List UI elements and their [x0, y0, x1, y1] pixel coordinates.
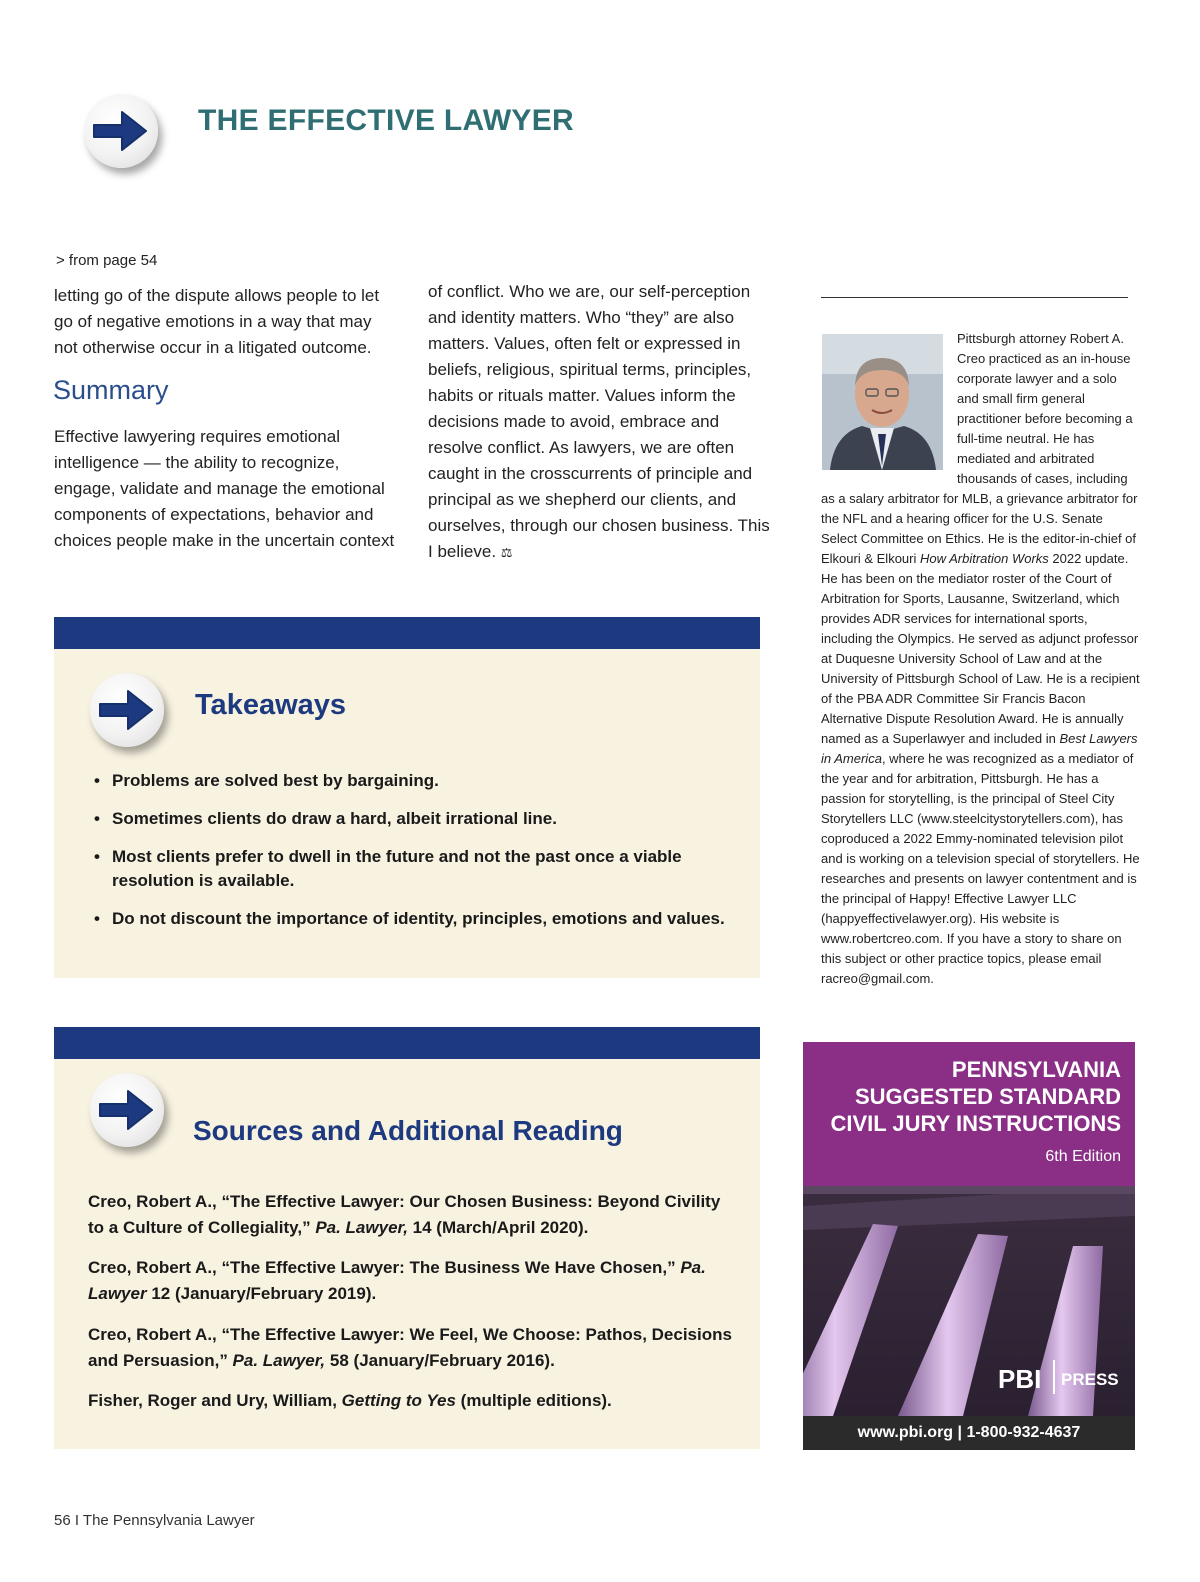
source-item: [88, 1322, 738, 1374]
header-arrow-badge: [84, 94, 158, 168]
summary-text: Effective lawyering requires emotional intelligence — the ability to recognize, engage, validate and manage the emotional components of expectations, behavior and choices people make in the uncertain context: [54, 427, 395, 550]
ad-contact[interactable]: www.pbi.org | 1-800-932-4637: [803, 1416, 1135, 1450]
source-journal: Pa. Lawyer: [88, 1258, 706, 1303]
takeaways-box: [54, 617, 760, 978]
logo-separator: [1053, 1360, 1055, 1394]
source-book: Getting to Yes: [341, 1391, 456, 1410]
article-col2-body: of conflict. Who we are, our self-perception and identity matters. Who “they” are also matters. Values, often felt or expressed in beliefs, religious, spiritual terms, principles, habits or rituals matter. Values inform the decisions made to avoid, embrace and resolve conflict. As lawyers, we are often caught in the crosscurrents of principle and principal as we shepherd our clients, and ourselves, through our chosen business. This I believe.: [428, 282, 770, 561]
bio-part-1: as a salary arbitrator for MLB, a grievance arbitrator for the NFL and a hearing officer for the U.S. Senate Select Committee on Ethics. He is the editor-in-chief of Elkouri & Elkouri: [821, 491, 1138, 566]
bio-intro-text: Pittsburgh attorney Robert A. Creo practiced as an in-house corporate lawyer and a solo and small firm general practitioner before becoming a full-time neutral. He has mediated and arbitrated thousands of cases, including: [957, 331, 1133, 486]
takeaways-list: [94, 769, 734, 945]
bio-part-3: , where he was recognized as a mediator of the year and for arbitration, Pittsburgh. He has a passion for storytelling, is the principal of Steel City Storytellers LLC (www.steelcitystorytellers.com), has coproduced a 2022 Emmy-nominated television pilot and is working on a television special of storytellers. He researches and presents on lawyer contentment and is the principal of Happy! Effective Lawyer LLC (happyeffectivelawyer.org). His website is www.robertcreo.com. If you have a story to share on this subject or other practice topics, please email racreo@gmail.com.: [821, 751, 1140, 986]
takeaways-title: Takeaways: [195, 689, 347, 721]
source-journal: Pa. Lawyer,: [232, 1351, 326, 1370]
pbi-logo: PBI: [998, 1364, 1042, 1394]
article-col2-text: [428, 279, 773, 566]
pbi-advertisement[interactable]: [803, 1042, 1135, 1450]
takeaways-arrow-badge: [90, 673, 164, 747]
list-item: • Sometimes clients do draw a hard, albeit irrational line.: [94, 807, 734, 831]
ad-edition: 6th Edition: [1045, 1148, 1121, 1165]
source-text: Creo, Robert A., “The Effective Lawyer: We Feel, We Choose: Pathos, Decisions and Persuasion,”: [88, 1325, 732, 1370]
list-item: • Do not discount the importance of identity, principles, emotions and values.: [94, 907, 734, 931]
source-text: Creo, Robert A., “The Effective Lawyer: Our Chosen Business: Beyond Civility to a Culture of Collegiality,”: [88, 1192, 721, 1237]
sources-box: [54, 1027, 760, 1449]
sources-box-bar: [54, 1027, 760, 1059]
source-journal: Pa. Lawyer,: [315, 1218, 408, 1237]
bio-book-title-2: Best Lawyers in America: [821, 731, 1138, 766]
source-item: [88, 1388, 738, 1414]
ad-headline-line: SUGGESTED STANDARD: [854, 1084, 1121, 1109]
pbi-press-label: PRESS: [1061, 1370, 1119, 1389]
source-citation: 12 (January/February 2019).: [146, 1284, 377, 1303]
author-photo: [822, 334, 943, 470]
summary-heading: Summary: [53, 375, 169, 405]
page-title: THE EFFECTIVE LAWYER: [198, 104, 575, 137]
arrow-right-icon: [98, 687, 156, 733]
bio-divider: [821, 297, 1128, 298]
takeaways-box-bar: [54, 617, 760, 649]
ad-headline-line: PENNSYLVANIA: [951, 1057, 1121, 1082]
source-text: Fisher, Roger and Ury, William,: [88, 1391, 342, 1410]
article-col1-text: letting go of the dispute allows people to let go of negative emotions in a way that may not otherwise occur in a litigated outcome.: [54, 286, 380, 357]
source-item: [88, 1189, 738, 1241]
source-citation: (multiple editions).: [455, 1391, 612, 1410]
list-item: • Problems are solved best by bargaining.: [94, 769, 734, 793]
source-citation: 58 (January/February 2016).: [325, 1351, 555, 1370]
source-item: [88, 1255, 738, 1307]
arrow-right-icon: [98, 1087, 156, 1133]
sources-arrow-badge: [90, 1073, 164, 1147]
ad-headline-line: CIVIL JURY INSTRUCTIONS: [830, 1111, 1121, 1136]
ad-headline: [811, 1056, 1121, 1137]
continued-from-label: > from page 54: [56, 252, 158, 269]
page-footer: 56 I The Pennsylvania Lawyer: [54, 1512, 255, 1529]
source-citation: 14 (March/April 2020).: [407, 1218, 589, 1237]
scales-end-icon: ⚖: [500, 545, 513, 560]
source-text: Creo, Robert A., “The Effective Lawyer: The Business We Have Chosen,”: [88, 1258, 681, 1277]
bio-text: [821, 489, 1141, 989]
bio-book-title-1: How Arbitration Works: [919, 551, 1049, 566]
list-item: • Most clients prefer to dwell in the future and not the past once a viable resolution is available.: [94, 845, 734, 893]
sources-title: Sources and Additional Reading: [193, 1115, 623, 1146]
arrow-right-icon: [92, 108, 150, 154]
bio-part-2: 2022 update. He has been on the mediator roster of the Court of Arbitration for Sports, Lausanne, Switzerland, which provides ADR services for international sports, including the Olympics. He served as adjunct professor at Duquesne University School of Law and at the University of Pittsburgh School of Law. He is a recipient of the PBA ADR Committee Sir Francis Bacon Alternative Dispute Resolution Award. He is annually named as a Superlawyer and included in: [821, 551, 1140, 746]
